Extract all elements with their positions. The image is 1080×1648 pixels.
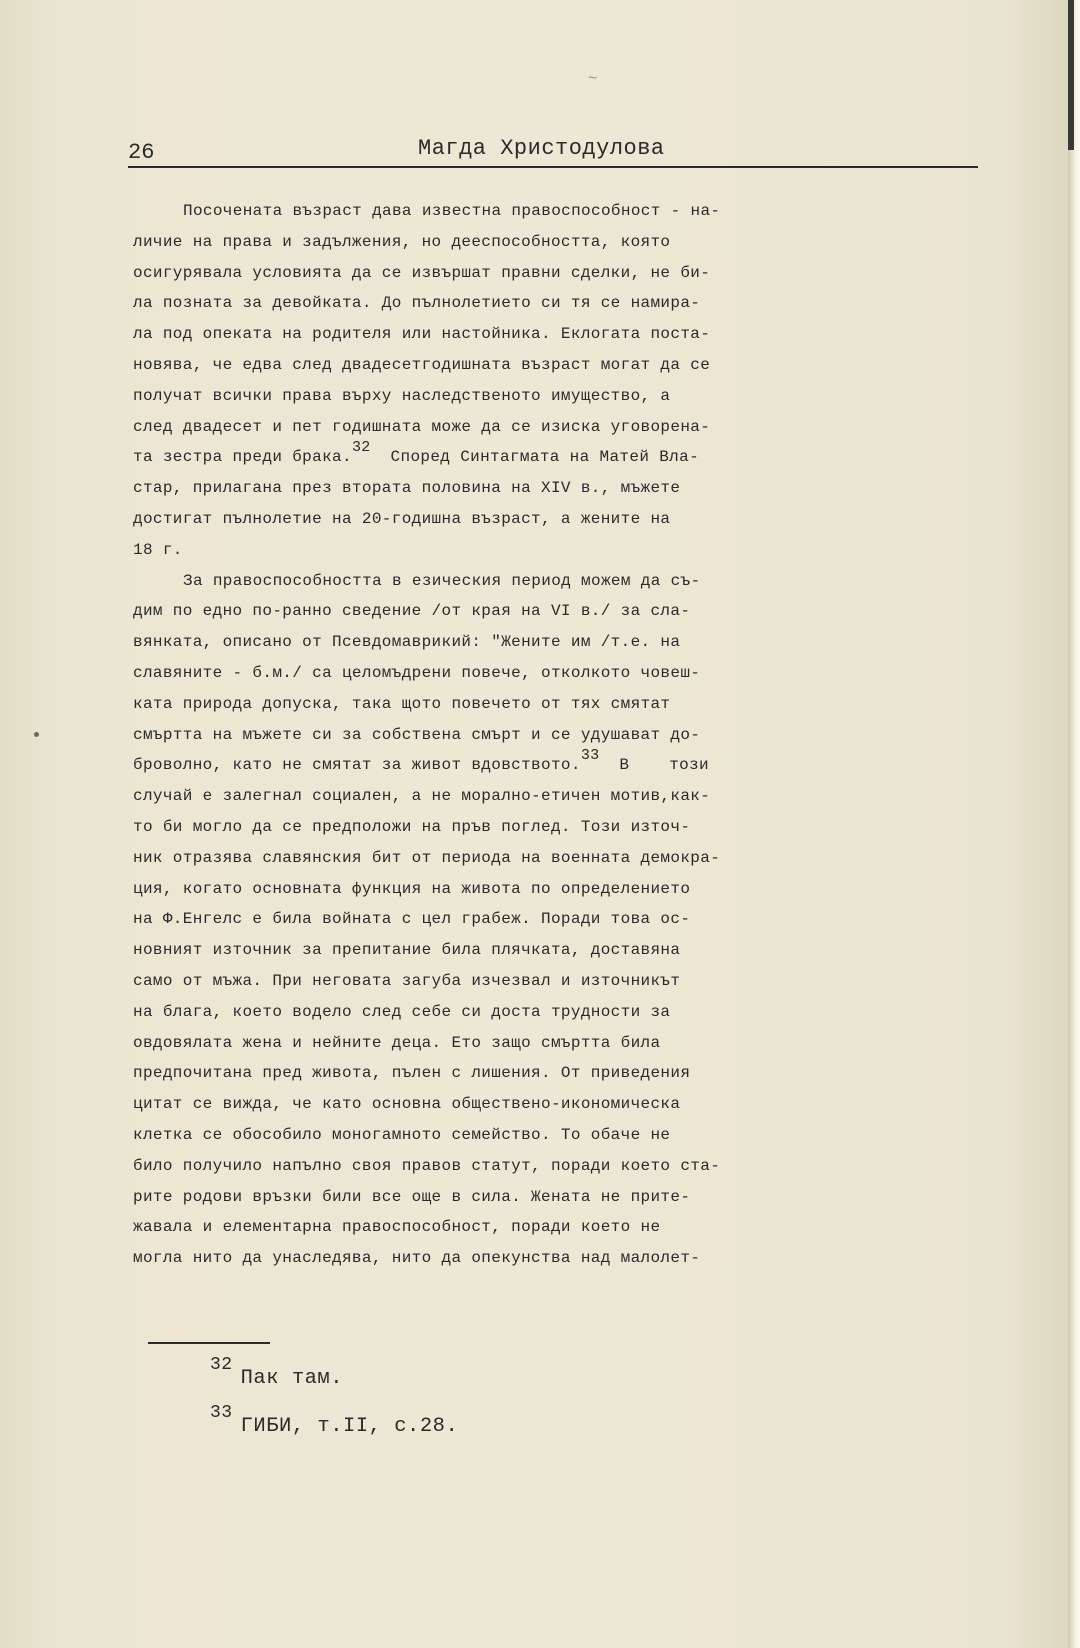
line-text: цитат се вижда, че като основна обществено-икономическа	[133, 1095, 681, 1114]
ink-mark: ~	[588, 70, 598, 88]
text-line	[133, 350, 993, 381]
line-text-continued: В този	[599, 756, 709, 775]
line-text: след двадесет и пет годишната може да се изиска уговорена-	[133, 417, 711, 436]
page-number: 26	[128, 140, 155, 165]
line-text: Посочената възраст дава известна правоспособност - на-	[183, 202, 721, 220]
line-text: предпочитана пред живота, пълен с лишения. От приведения	[133, 1064, 691, 1083]
footnote-text: Пак там.	[240, 1367, 344, 1390]
text-line	[133, 935, 993, 966]
line-text: на Ф.Енгелс е била войната с цел грабеж. Поради това ос-	[133, 910, 691, 929]
text-line	[133, 1058, 993, 1089]
text-line	[133, 439, 993, 473]
line-text: славяните - б.м./ са целомъдрени повече, отколкото човеш-	[133, 663, 701, 682]
text-line	[133, 627, 993, 658]
text-line	[133, 288, 993, 319]
text-line	[133, 966, 993, 997]
line-text: ник отразява славянския бит от периода на военната демокра-	[133, 848, 721, 867]
line-text: За правоспособността в езическия период можем да съ-	[183, 571, 701, 590]
text-line	[133, 319, 993, 350]
line-text: жавала и елементарна правоспособност, поради което не	[133, 1218, 661, 1237]
line-text: осигурявала условията да се извършат правни сделки, не би-	[133, 263, 711, 282]
text-line	[133, 1120, 993, 1151]
line-text: било получило напълно своя правов статут, поради което ста-	[133, 1156, 721, 1175]
line-text: новява, че едва след двадесетгодишната възраст могат да се	[133, 355, 711, 374]
text-line	[133, 1212, 993, 1243]
text-line	[133, 504, 993, 535]
text-line	[133, 227, 993, 258]
text-line	[133, 874, 993, 905]
line-text: ция, когато основната функция на живота по определението	[133, 879, 691, 898]
line-text: личие на права и задължения, но дееспособността, която	[133, 232, 671, 251]
text-line	[133, 997, 993, 1028]
line-text: на блага, което водело след себе си доста трудности за	[133, 1002, 671, 1021]
text-line	[133, 1089, 993, 1120]
text-line	[133, 566, 993, 597]
text-line	[133, 720, 993, 751]
body-text	[133, 196, 993, 1274]
line-text: ката природа допуска, така щото повечето от тях смятат	[133, 694, 671, 713]
footnote-number: 33	[210, 1403, 233, 1423]
line-text: стар, прилагана през втората половина на XIV в., мъжете	[133, 479, 681, 498]
line-text: само от мъжа. При неговата загуба изчезвал и източникът	[133, 971, 681, 990]
line-text: то би могло да се предположи на пръв поглед. Този източ-	[133, 817, 691, 836]
text-line	[133, 1028, 993, 1059]
line-text: 18 г.	[133, 540, 183, 559]
footnote-reference: 32	[351, 439, 371, 457]
running-title: Магда Христодулова	[418, 136, 665, 161]
text-line	[133, 596, 993, 627]
text-line	[133, 1182, 993, 1213]
footnote-32	[210, 1355, 344, 1392]
text-line	[133, 196, 993, 227]
text-line	[133, 781, 993, 812]
text-line	[133, 747, 993, 781]
text-line	[133, 1151, 993, 1182]
line-text: та зестра преди брака.	[133, 448, 352, 467]
text-line	[133, 381, 993, 412]
text-line	[133, 904, 993, 935]
footnote-separator	[148, 1342, 270, 1344]
line-text: новният източник за препитание била плячката, доставяна	[133, 941, 681, 960]
text-line	[133, 1243, 993, 1274]
line-text: могла нито да унаследява, нито да опекунства над малолет-	[133, 1249, 701, 1268]
line-text: рите родови връзки били все още в сила. Жената не прите-	[133, 1187, 691, 1206]
text-line	[133, 473, 993, 504]
line-text: дим по едно по-ранно сведение /от края на VI в./ за сла-	[133, 602, 691, 621]
line-text: достигат пълнолетие на 20-годишна възраст, а жените на	[133, 509, 671, 528]
footnote-number: 32	[210, 1355, 233, 1375]
text-line	[133, 689, 993, 720]
line-text: овдовялата жена и нейните деца. Ето защо смъртта била	[133, 1033, 661, 1052]
text-line	[133, 535, 993, 566]
text-line	[133, 812, 993, 843]
text-line	[133, 258, 993, 289]
line-text: броволно, като не смятат за живот вдовството.	[133, 756, 581, 775]
line-text: ла под опеката на родителя или настойника. Еклогата поста-	[133, 325, 711, 344]
line-text: получат всички права върху наследственото имущество, а	[133, 386, 671, 405]
text-line	[133, 843, 993, 874]
text-line	[133, 412, 993, 443]
line-text: вянката, описано от Псевдомаврикий: "Жените им /т.е. на	[133, 633, 681, 652]
footnote-text: ГИБИ, т.II, с.28.	[240, 1415, 459, 1438]
page-header	[128, 132, 978, 168]
line-text: смъртта на мъжете си за собствена смърт и се удушават до-	[133, 725, 701, 744]
footnote-reference: 33	[580, 747, 600, 765]
footnote-33	[210, 1403, 459, 1440]
margin-spot	[34, 732, 39, 737]
binding-shadow	[1068, 0, 1074, 150]
line-text: случай е залегнал социален, а не морално-етичен мотив,как-	[133, 787, 711, 806]
line-text: ла позната за девойката. До пълнолетието си тя се намира-	[133, 294, 701, 313]
line-text: клетка се обособило моногамното семейство. То обаче не	[133, 1125, 671, 1144]
text-line	[133, 658, 993, 689]
line-text-continued: Според Синтагмата на Матей Вла-	[370, 448, 700, 467]
page-edge	[1068, 0, 1080, 1648]
